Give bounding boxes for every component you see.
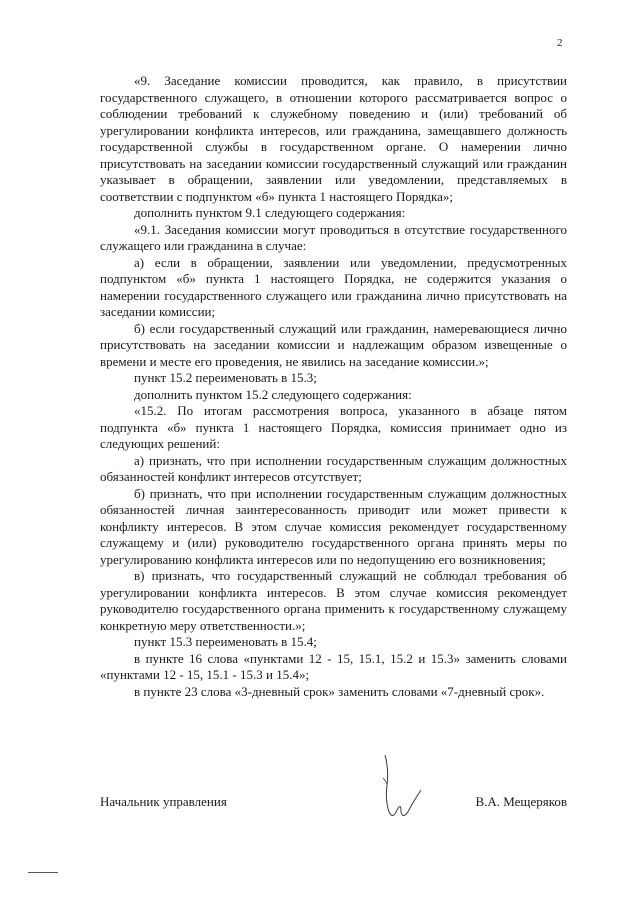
paragraph-rename-15-2: пункт 15.2 переименовать в 15.3; <box>134 370 317 385</box>
paragraph-item-15-2-c: в) признать, что государственный служащий не соблюдал требования об урегулировании конфликта интересов. В этом случае комиссия рекомендует руководителю государственного органа применить к государственному служащему конкретную меру ответственности.»; <box>100 568 567 633</box>
paragraph-item-15-2-a: а) признать, что при исполнении государственным служащим должностных обязанностей конфликт интересов отсутствует; <box>100 452 567 484</box>
paragraph-add-15-2-intro: дополнить пунктом 15.2 следующего содержания: <box>134 386 412 402</box>
paragraph-item-23-change: в пункте 23 слова «3-дневный срок» заменить словами «7-дневный срок». <box>134 683 545 699</box>
paragraph-add-9-1-intro: дополнить пунктом 9.1 следующего содержания: <box>134 205 406 220</box>
paragraph-rename-15-3: пункт 15.3 переименовать в 15.4; <box>134 634 317 649</box>
signatory-title: Начальник управления <box>100 794 227 809</box>
document-body <box>100 73 567 700</box>
paragraph-item-9: «9. Заседание комиссии проводится, как правило, в присутствии государственного служащего, в отношении которого рассматривается вопрос о соблюдении требований к служебному поведению и (или) требований об урегулировании конфликта интересов, или гражданина, замещавшего должность государственной службы в государственном органе. О намерении лично присутствовать на заседании комиссии государственный служащий или гражданин указывает в обращении, заявлении или уведомлении, представляемых в соответствии с подпунктом «б» пункта 1 настоящего Порядка»; <box>100 73 567 204</box>
signatory-name: В.А. Мещеряков <box>475 794 567 809</box>
paragraph-item-9-1: «9.1. Заседания комиссии могут проводиться в отсутствие государственного служащего или гражданина в случае: <box>100 221 567 253</box>
handwritten-signature <box>375 750 435 830</box>
signature-block <box>100 790 567 850</box>
paragraph-item-9-1-b: б) если государственный служащий или гражданин, намеревающиеся лично присутствовать на заседании комиссии и надлежащим образом извещенные о времени и месте его проведения, не явились на заседание комиссии.»; <box>100 320 567 369</box>
paragraph-item-16-change: в пункте 16 слова «пунктами 12 - 15, 15.1, 15.2 и 15.3» заменить словами «пунктами 12 - 15, 15.1 - 15.3 и 15.4»; <box>100 650 567 682</box>
paragraph-item-9-1-a: а) если в обращении, заявлении или уведомлении, предусмотренных подпунктом «б» пункта 1 настоящего Порядка, не содержится указания о намерении государственного служащего или гражданина лично присутствовать на заседании комиссии; <box>100 254 567 319</box>
margin-mark <box>28 872 58 873</box>
paragraph-item-15-2-b: б) признать, что при исполнении государственным служащим должностных обязанностей личная заинтересованность приводит или может привести к конфликту интересов. В этом случае комиссия рекомендует государственному служащему и (или) руководителю государственного органа принять меры по урегулированию конфликта интересов или по недопущению его возникновения; <box>100 485 567 567</box>
paragraph-item-15-2: «15.2. По итогам рассмотрения вопроса, указанного в абзаце пятом подпункта «б» пункта 1 настоящего Порядка, комиссия принимает одно из следующих решений: <box>100 403 567 451</box>
page-number: 2 <box>557 37 563 49</box>
